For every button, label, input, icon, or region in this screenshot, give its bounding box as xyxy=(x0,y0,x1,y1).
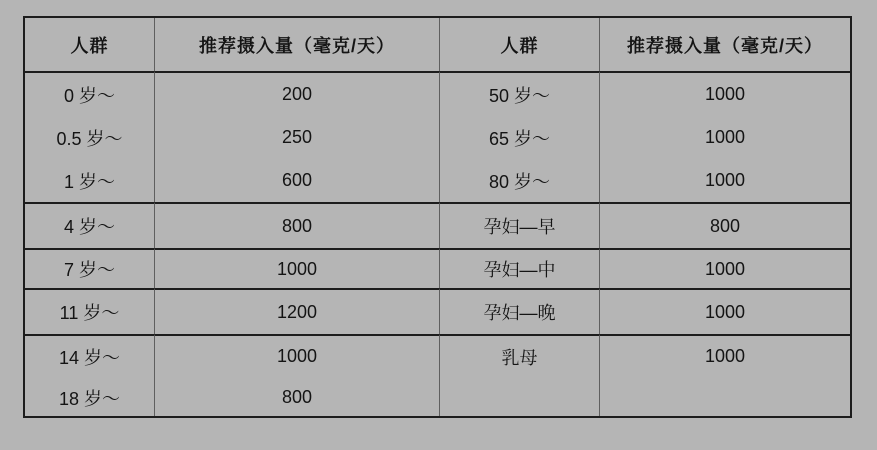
value-label: 1000 xyxy=(704,258,746,279)
value-cell-age11 xyxy=(154,288,439,334)
group-cell-seniors xyxy=(439,71,599,202)
group-label: 乳母 xyxy=(501,347,538,368)
group-label: 0 岁～ xyxy=(63,85,115,106)
group-cell-teens-adults xyxy=(25,334,154,416)
group-cell-age11 xyxy=(25,288,154,334)
group-label: 14 岁～ xyxy=(58,347,121,368)
value-label: 800 xyxy=(709,215,741,236)
group-label: 7 岁～ xyxy=(63,260,115,280)
value-cell-age7 xyxy=(154,248,439,288)
header-cell-intake-right: 推荐摄入量（毫克/天） xyxy=(599,18,850,71)
calcium-intake-table xyxy=(23,16,852,418)
group-label: 孕妇—中 xyxy=(483,260,556,280)
group-cell-pregnant-mid xyxy=(439,248,599,288)
value-cell-pregnant-mid xyxy=(599,248,850,288)
value-label: 1000 xyxy=(704,170,746,190)
value-label: 800 xyxy=(281,387,313,407)
value-cell-lactating xyxy=(599,334,850,416)
value-label: 200 xyxy=(281,84,313,104)
value-label: 1000 xyxy=(704,84,746,104)
group-cell-pregnant-late xyxy=(439,288,599,334)
value-cell-seniors xyxy=(599,71,850,202)
group-cell-pregnant-early xyxy=(439,202,599,248)
group-label: 80 岁～ xyxy=(488,171,551,192)
group-label: 孕妇—晚 xyxy=(483,303,556,323)
header-cell-intake-left: 推荐摄入量（毫克/天） xyxy=(154,18,439,71)
group-label: 11 岁～ xyxy=(59,303,120,323)
value-label: 1000 xyxy=(276,258,318,279)
group-cell-lactating xyxy=(439,334,599,416)
group-label: 4 岁～ xyxy=(63,217,115,237)
group-cell-age7 xyxy=(25,248,154,288)
value-label: 800 xyxy=(281,215,313,236)
group-label: 0.5 岁～ xyxy=(56,128,123,149)
value-label: 1000 xyxy=(704,346,746,366)
value-cell-infants xyxy=(154,71,439,202)
value-label: 1200 xyxy=(276,301,318,322)
value-label: 1000 xyxy=(276,346,318,366)
value-label: 250 xyxy=(281,127,313,147)
header-cell-group-left: 人群 xyxy=(70,35,109,56)
value-label: 600 xyxy=(281,170,313,190)
value-label: 1000 xyxy=(704,301,746,322)
group-cell-age4 xyxy=(25,202,154,248)
value-cell-pregnant-early xyxy=(599,202,850,248)
group-label: 孕妇—早 xyxy=(483,217,556,237)
value-cell-pregnant-late xyxy=(599,288,850,334)
group-label: 1 岁～ xyxy=(63,171,115,192)
value-label: 1000 xyxy=(704,127,746,147)
group-cell-infants xyxy=(25,71,154,202)
value-cell-teens-adults xyxy=(154,334,439,416)
header-cell-group-right: 人群 xyxy=(439,18,599,71)
value-cell-age4 xyxy=(154,202,439,248)
group-label: 18 岁～ xyxy=(58,388,121,409)
group-label: 50 岁～ xyxy=(488,85,551,106)
group-label: 65 岁～ xyxy=(488,128,551,149)
